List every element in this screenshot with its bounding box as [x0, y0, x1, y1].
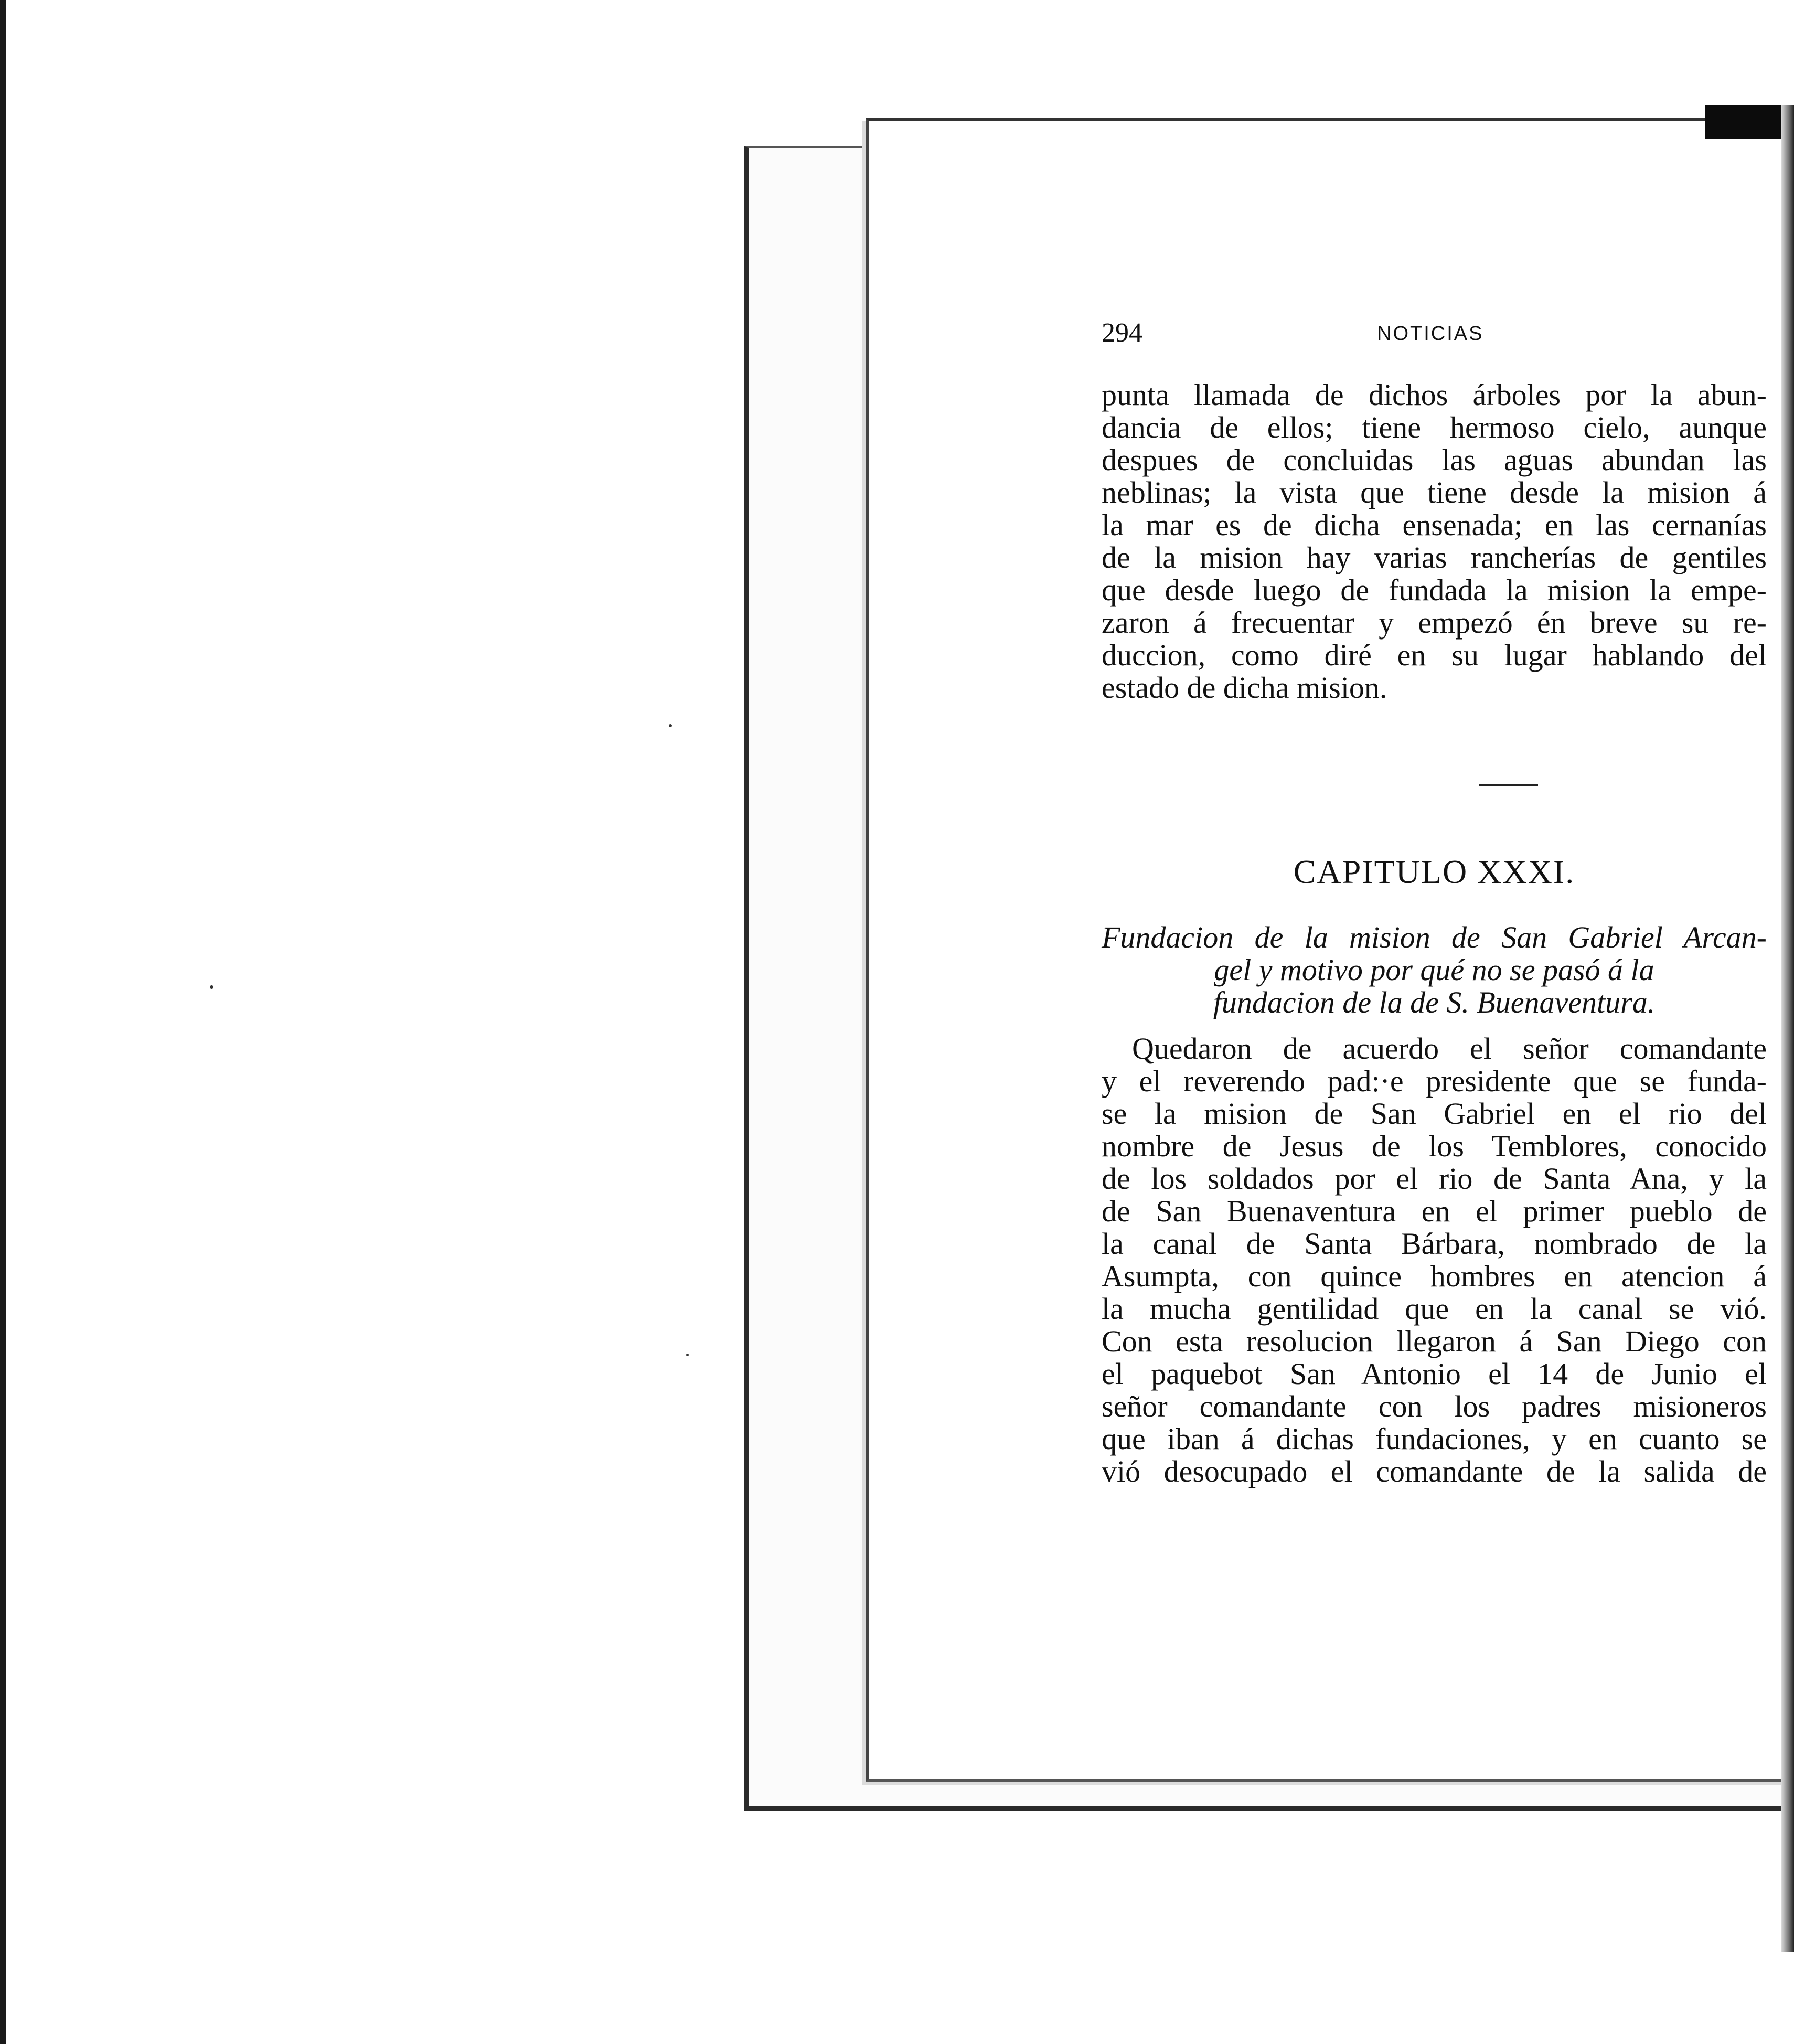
text-line: la mar es de dicha ensenada; en las cernanías: [1102, 508, 1767, 542]
text-line: Con esta resolucion llegaron á San Diego con: [1102, 1324, 1767, 1358]
text-line: despues de concluidas las aguas abundan las: [1102, 443, 1767, 477]
text-line: de los soldados por el rio de Santa Ana, y la: [1102, 1162, 1767, 1196]
text-line: punta llamada de dichos árboles por la abun-: [1102, 378, 1767, 412]
text-line: dancia de ellos; tiene hermoso cielo, aunque: [1102, 410, 1767, 444]
dust-speck: [686, 1354, 689, 1356]
text-line: señor comandante con los padres misioneros: [1102, 1389, 1767, 1423]
chapter-title: CAPITULO XXXI.: [1293, 853, 1575, 890]
text-line: zaron á frecuentar y empezó én breve su re-: [1102, 605, 1767, 640]
text-line: Asumpta, con quince hombres en atencion á: [1102, 1259, 1767, 1293]
text-line: y el reverendo pad:·e presidente que se funda-: [1102, 1064, 1767, 1098]
summary-line: gel y motivo por qué no se pasó á la: [1214, 953, 1654, 987]
binding-strip: [1781, 105, 1794, 1952]
summary-line: fundacion de la de S. Buenaventura.: [1213, 985, 1656, 1019]
paragraph-1: [1102, 379, 1767, 704]
text-line: la canal de Santa Bárbara, nombrado de la: [1102, 1227, 1767, 1261]
text-line: neblinas; la vista que tiene desde la mision á: [1102, 475, 1767, 509]
dust-speck: [210, 985, 213, 989]
text-line: el paquebot San Antonio el 14 de Junio el: [1102, 1357, 1767, 1391]
text-line: se la mision de San Gabriel en el rio del: [1102, 1096, 1767, 1131]
paragraph-2: [1102, 1032, 1767, 1488]
text-line: Quedaron de acuerdo el señor comandante: [1132, 1031, 1767, 1066]
dust-speck: [669, 724, 672, 727]
scan-edge: [0, 0, 6, 2044]
text-line: de San Buenaventura en el primer pueblo de: [1102, 1194, 1767, 1228]
text-line: la mucha gentilidad que en la canal se vió.: [1102, 1292, 1767, 1326]
section-divider: [1479, 784, 1538, 786]
text-line: que desde luego de fundada la mision la empe-: [1102, 573, 1767, 607]
running-title: NOTICIAS: [1377, 323, 1484, 345]
summary-line: Fundacion de la mision de San Gabriel Arcan-: [1102, 920, 1767, 954]
text-line: de la mision hay varias rancherías de gentiles: [1102, 540, 1767, 574]
text-line: nombre de Jesus de los Temblores, conocido: [1102, 1129, 1767, 1163]
text-line: estado de dicha mision.: [1102, 670, 1387, 705]
chapter-summary: [1102, 921, 1767, 1019]
text-line: que iban á dichas fundaciones, y en cuanto se: [1102, 1422, 1767, 1456]
text-line: vió desocupado el comandante de la salida de: [1102, 1454, 1767, 1488]
text-line: duccion, como diré en su lugar hablando del: [1102, 638, 1767, 672]
page-header: [1102, 315, 1747, 352]
page-number: 294: [1102, 318, 1142, 348]
